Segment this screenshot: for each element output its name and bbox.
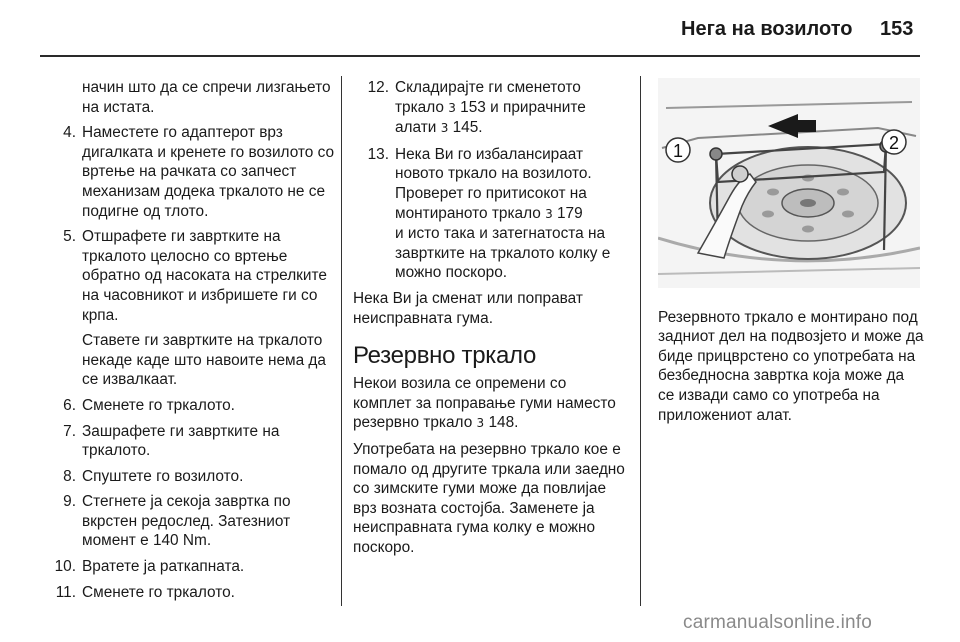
step-note: Ставете ги завртките на тркалото некаде каде што навоите нема да се извалкаат. [82,332,326,389]
figure-caption: Резервното тркало е монтирано под задниот дел на подвозјето и може да биде прицврстено со употребата на безбедносна завртка која може да се извади само со употреба на приложениот алат. [658,308,924,424]
step-text: Наместете го адаптерот врз дигалката и кренете го возилото со вртење на рачката со запчест механизам додека тркалото не се подигне од тлото. [82,124,335,220]
step-text: Вратете ја раткапната. [82,558,245,576]
step-number: 7. [63,422,76,440]
column-2 [353,78,627,563]
step-number: 9. [63,493,76,511]
page-ref-arrow-icon: 3 [545,206,553,221]
step-item [40,467,340,487]
step-text: Сменете го тркалото. [82,396,235,414]
step-number: 10. [54,558,76,576]
spare-wheel-illustration [658,78,920,288]
paragraph: Употребата на резервно тркало кое е помало од другите тркала или заедно со зимските гуми може да повлијае врз возната состојба. Заменете ја неисправната гума колку е можно поскоро. [353,440,625,556]
page-ref-link[interactable]: 179 [557,204,583,222]
step-text: и прирачните алати [395,98,586,137]
paragraph [353,374,627,434]
step-text: Нека Ви го избалансираат новото тркало на возилото. Проверет го притисокот на монтираното тркало [395,145,592,222]
page-ref-link[interactable]: 145. [452,119,483,137]
step-item [40,492,340,551]
step-number: 12. [367,79,389,96]
section-heading: Резервно тркало [353,342,537,370]
header-title: Нега на возилото [681,18,853,40]
paragraph: Нека Ви ја сменат или поправат неисправната гума. [353,289,583,327]
page-ref-arrow-icon: 3 [448,100,456,115]
callout-label-1: 1 [672,141,684,161]
watermark: carmanualsonline.info [683,612,873,633]
continued-text: начин што да се спречи лизгањето на истата. [82,79,331,116]
page-number: 153 [880,18,914,40]
step-item [40,583,340,603]
page-ref-arrow-icon: 3 [440,121,449,136]
paragraph-text: Некои возила се опремени со комплет за поправање гуми наместо резервно тркало [353,375,616,432]
step-item [353,145,627,283]
step-text: Отшрафете ги завртките на тркалото целосно со вртење обратно од насоката на стрелките на часовникот и избришете ги со крпа. [82,228,327,324]
step-text: Стегнете ја секоја завртка по вкрстен редослед. Затезниот момент е 140 Nm. [82,493,291,550]
page-ref-link[interactable]: 153 [460,98,486,116]
page-ref-link[interactable]: 148. [488,414,519,432]
step-text: Складирајте ги сменетото тркало [395,79,581,116]
step-text: Зашрафете ги завртките на тркалото. [82,422,280,460]
column-3 [658,78,924,431]
column-1 [40,78,340,608]
page-ref-arrow-icon: 3 [476,416,485,431]
step-number: 13. [367,145,389,163]
step-item [40,123,340,221]
step-number: 5. [63,228,76,246]
step-number: 11. [55,583,76,601]
callout-label-2: 2 [888,133,900,153]
column-divider-2 [640,76,641,606]
step-item [353,78,627,139]
step-item [40,227,340,325]
step-item [40,422,340,461]
step-number: 6. [63,396,76,414]
step-text: и исто така и затегнатоста на завртките на тркалото колку е можно поскоро. [395,225,611,282]
step-item [40,396,340,416]
step-text: Сменете го тркалото. [82,583,235,601]
step-item [40,557,340,577]
header-rule [40,55,920,57]
step-number: 8. [63,467,76,485]
step-text: Спуштете го возилото. [82,467,244,485]
step-number: 4. [63,124,76,142]
column-divider-1 [341,76,342,606]
